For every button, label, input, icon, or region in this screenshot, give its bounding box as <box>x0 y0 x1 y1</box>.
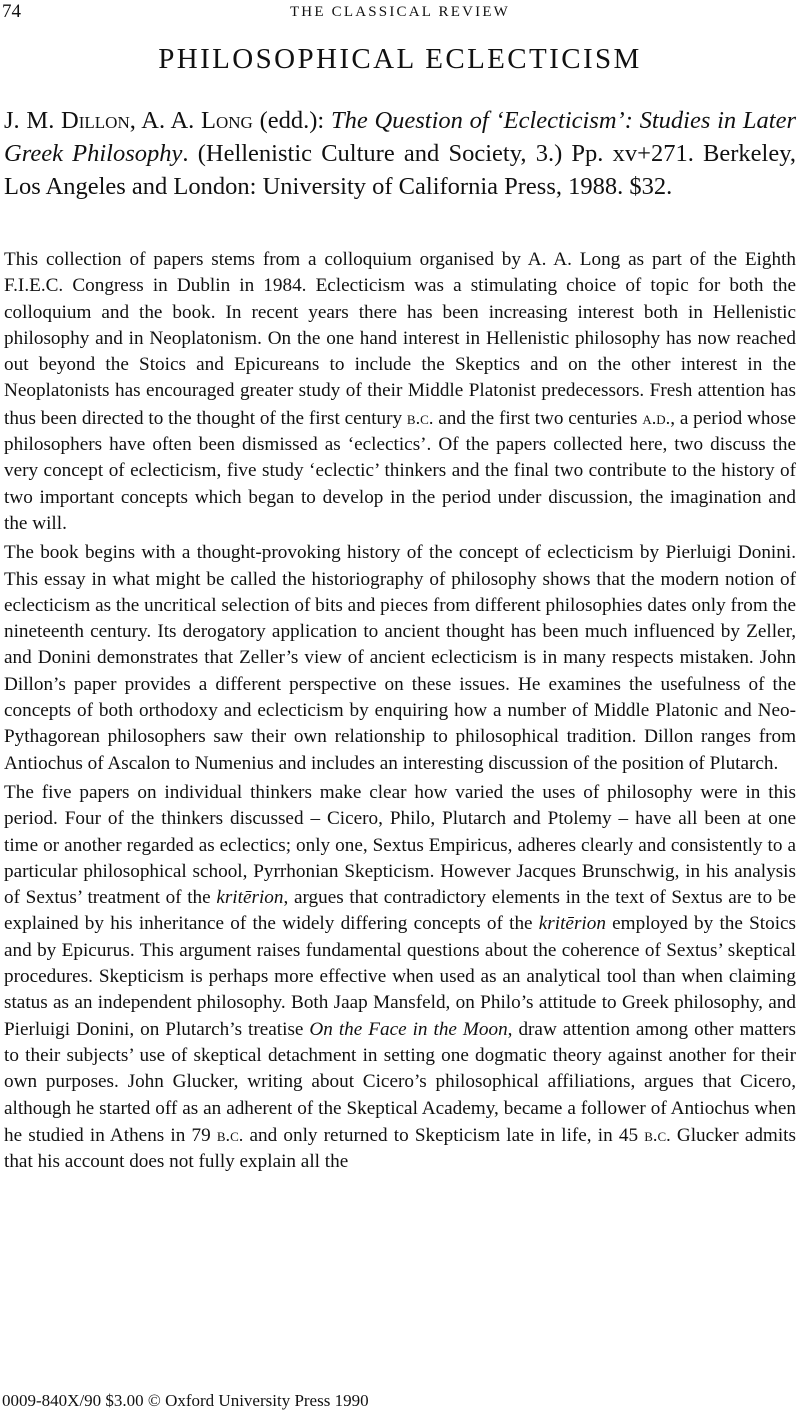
paragraph-1 <box>4 247 796 537</box>
paragraph-3 <box>4 780 796 1175</box>
journal-title: THE CLASSICAL REVIEW <box>289 4 511 20</box>
review-body <box>4 247 796 1175</box>
paragraph-2: The book begins with a thought-provoking history of the concept of eclecticism by Pierluigi Donini. This essay in what might be called the historiography of philosophy shows that the modern notion of eclecticism as the uncritical selection of bits and pieces from different philosophies dates only from the nineteenth century. Its derogatory application to ancient thought has been much influenced by Zeller, and Donini demonstrates that Zeller’s view of ancient eclecticism is in many respects mistaken. John Dillon’s paper provides a different perspective on these issues. He examines the usefulness of the concepts of both orthodoxy and eclecticism by enquiring how a number of Middle Platonic and Neo-Pythagorean philosophers saw their own relationship to philosophical tradition. Dillon ranges from Antiochus of Ascalon to Numenius and includes an interesting discussion of the position of Plutarch. <box>4 542 796 774</box>
paragraph-3-text-e: and only returned to Skepticism late in life, in 45 <box>243 1124 645 1146</box>
era-bc: b.c. <box>216 1124 244 1145</box>
citation-book-title: The Question of ‘Eclecticism’: Studies in Later Greek Philosophy <box>4 107 797 167</box>
era-bc: b.c. <box>406 407 434 428</box>
footer-copyright: 0009-840X/90 $3.00 © Oxford University Press 1990 <box>2 1391 369 1410</box>
running-head <box>0 0 800 22</box>
paragraph-3-text-f: Glucker admits that his account does not fully explain all the <box>4 1124 796 1173</box>
paragraph-3-text-c: employed by the Stoics and by Epicurus. This argument raises fundamental questions about the coherence of Sextus’ skeptical procedures. Skepticism is perhaps more effective when used as an analytical tool than when claiming status as an independent philosophy. Both Jaap Mansfeld, on Philo’s attitude to Greek philosophy, and Pierluigi Donini, on Plutarch’s treatise <box>4 913 797 1040</box>
term-kriterion: kritērion <box>216 887 284 909</box>
page-number: 74 <box>2 1 21 22</box>
paragraph-1-text-a: This collection of papers stems from a colloquium organised by A. A. Long as part of the Eighth F.I.E.C. Congress in Dublin in 1984. Eclecticism was a stimulating choice of topic for both the colloquium and the book. In recent years there has been increasing interest both in Hellenistic philosophy and in Neoplatonism. On the one hand interest in Hellenistic philosophy has now reached out beyond the Stoics and Epicureans to include the Skeptics and on the other interest in the Neoplatonists has encouraged greater study of their Middle Platonist predecessors. Fresh attention has thus been directed to the thought of the first century <box>4 249 796 429</box>
book-citation <box>4 104 796 203</box>
paragraph-3-text-b: , argues that contradictory elements in the text of Sextus are to be explained by his inheritance of the widely differing concepts of the <box>4 887 796 935</box>
article-title: PHILOSOPHICAL ECLECTICISM <box>158 43 642 75</box>
paragraph-1-text-b: and the first two centuries <box>433 407 643 429</box>
citation-authors: J. M. Dillon, A. A. Long <box>4 107 253 134</box>
era-bc: b.c. <box>644 1124 671 1145</box>
paragraph-3-text-a: The five papers on individual thinkers make clear how varied the uses of philosophy were in this period. Four of the thinkers discussed – Cicero, Philo, Plutarch and Ptolemy – have all been at one time or another regarded as eclectics; only one, Sextus Empiricus, adheres clearly and consistently to a particular philosophical school, Pyrrhonian Skepticism. However Jacques Brunschwig, in his analysis of Sextus’ treatment of the <box>4 781 796 909</box>
era-ad: a.d. <box>642 407 671 428</box>
paragraph-1-text-c: , a period whose philosophers have often been dismissed as ‘eclectics’. Of the papers collected here, two discuss the very concept of eclecticism, five study ‘eclectic’ thinkers and the final two contribute to the history of two important concepts which began to develop in the period under discussion, the imagination and the will. <box>4 407 797 534</box>
citation-details: . (Hellenistic Culture and Society, 3.) Pp. xv+271. Berkeley, Los Angeles and London: University of California Press, 1988. $32. <box>4 140 796 200</box>
paragraph-3-text-d: , draw attention among other matters to their subjects’ use of skeptical detachment in setting one dogmatic theory against another for their own purposes. John Glucker, writing about Cicero’s philosophical affiliations, argues that Cicero, although he started off as an adherent of the Skeptical Academy, became a follower of Antiochus when he studied in Athens in 79 <box>4 1018 796 1146</box>
treatise-title: On the Face in the Moon <box>309 1018 508 1040</box>
citation-editors-note: (edd.): <box>252 107 331 134</box>
term-kriterion: kritērion <box>538 913 606 935</box>
